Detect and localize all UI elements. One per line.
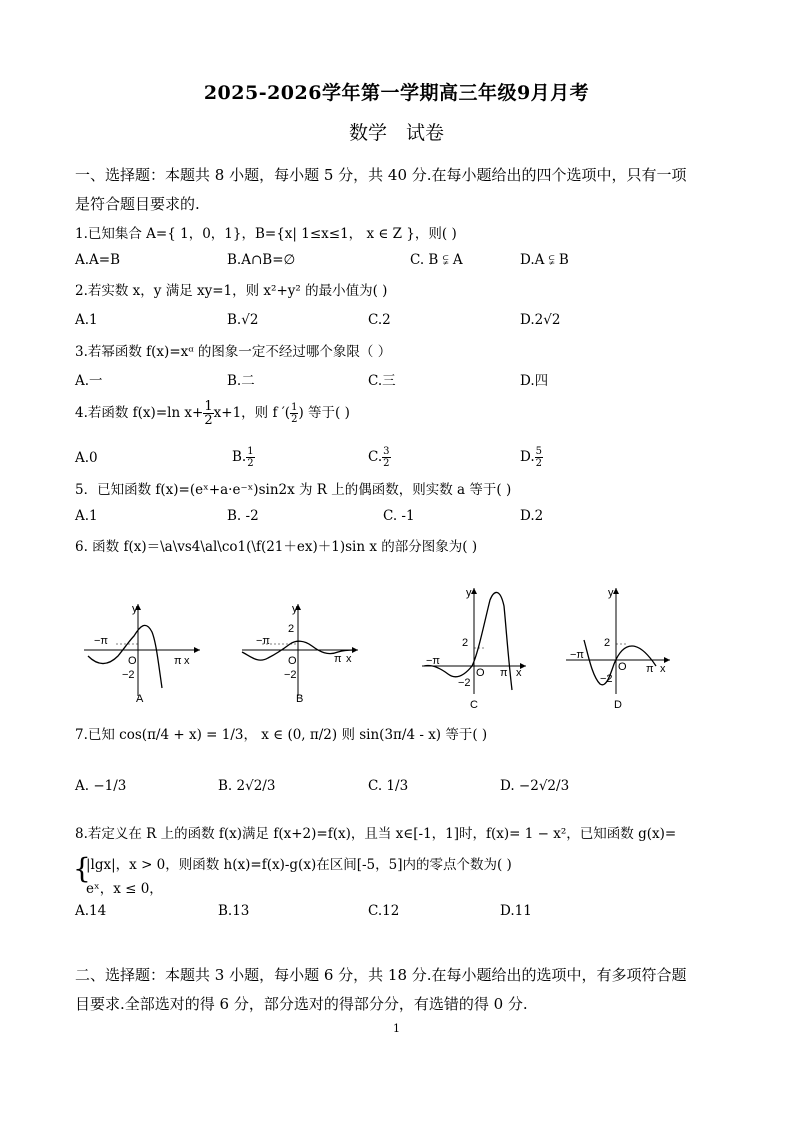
q3-option-b: B.二 bbox=[227, 373, 255, 389]
q8-line2: |lgx|，x > 0，则函数 h(x)=f(x)-g(x)在区间[-5，5]内的零点个数为( ) bbox=[86, 857, 512, 873]
graph-a-pi: π bbox=[174, 655, 182, 667]
graph-b bbox=[238, 598, 368, 708]
graph-b-label: B bbox=[296, 693, 304, 705]
graph-c-ytick-2: 2 bbox=[462, 637, 469, 649]
q5-option-c: C. -1 bbox=[383, 508, 415, 524]
graph-c-ytick-m2: −2 bbox=[458, 677, 471, 689]
q4-stem bbox=[75, 400, 350, 427]
q7-option-a: A. −1/3 bbox=[75, 778, 127, 794]
q4-c-fraction bbox=[382, 446, 390, 469]
q1-option-c: C. B ⫋ A bbox=[410, 252, 463, 268]
graph-a-x-arrow bbox=[194, 647, 200, 653]
q4-option-d bbox=[520, 446, 543, 469]
q4-b-pre: B. bbox=[232, 449, 247, 465]
q4-stem-frac-num: 1 bbox=[204, 399, 213, 414]
q4-stem-mid: x+1，则 f ′( bbox=[213, 405, 291, 421]
graph-d-y-label: y bbox=[608, 587, 614, 599]
graph-c-pi: π bbox=[500, 667, 508, 679]
graph-a-ytick-m2: −2 bbox=[122, 669, 135, 681]
q4-d-pre: D. bbox=[520, 449, 535, 465]
section2-heading-line1: 二、选择题：本题共 3 小题，每小题 6 分，共 18 分.在每小题给出的选项中，有多项符合题 bbox=[75, 966, 687, 984]
graph-c-x-label: x bbox=[516, 667, 522, 679]
q4-c-num: 3 bbox=[383, 446, 390, 457]
q4-d-num: 5 bbox=[535, 446, 543, 457]
q4-c-pre: C. bbox=[368, 449, 383, 465]
q3-option-c: C.三 bbox=[368, 373, 396, 389]
graph-c bbox=[418, 584, 533, 714]
graph-d-origin: O bbox=[618, 661, 627, 673]
graph-b-ytick-m2: −2 bbox=[284, 669, 297, 681]
q5-option-a: A.1 bbox=[75, 508, 98, 524]
graph-d-ytick-m2: −2 bbox=[600, 673, 613, 685]
q2-option-d: D.2√2 bbox=[520, 312, 561, 328]
q8-option-b: B.13 bbox=[218, 903, 250, 919]
graph-d-label: D bbox=[614, 699, 622, 711]
graph-d-ytick-2: 2 bbox=[604, 637, 611, 649]
graph-c-y-label: y bbox=[466, 587, 472, 599]
q4-arg-num: 1 bbox=[291, 402, 298, 413]
section2-heading-line2: 目要求.全部选对的得 6 分，部分选对的得部分分，有选错的得 0 分. bbox=[75, 995, 528, 1013]
page-title: 2025-2026学年第一学期高三年级9月月考 bbox=[203, 82, 590, 104]
graph-d bbox=[562, 584, 677, 714]
q4-option-c bbox=[368, 446, 391, 469]
q8-option-c: C.12 bbox=[368, 903, 400, 919]
q4-stem-pre: 4.若函数 f(x)=ln x+ bbox=[75, 405, 204, 421]
q7-stem-pre: 7.已知 cos( bbox=[75, 727, 148, 743]
graph-b-neg-pi: −π bbox=[256, 635, 271, 647]
q8-line1: 8.若定义在 R 上的函数 f(x)满足 f(x+2)=f(x)，且当 x∈[-1，1]时，f(x)= 1 − x²，已知函数 g(x)= bbox=[75, 826, 677, 842]
graph-a-label: A bbox=[136, 693, 144, 705]
graph-d-x-label: x bbox=[660, 663, 666, 675]
q2-option-a: A.1 bbox=[75, 312, 98, 328]
q4-b-fraction bbox=[246, 446, 254, 469]
section1-heading-line1: 一、选择题：本题共 8 小题，每小题 5 分，共 40 分.在每小题给出的四个选项中，只有一项 bbox=[75, 166, 687, 184]
q1-stem: 1.已知集合 A={ 1，0，1}，B={x| 1≤x≤1， x ∈ Z }，则( ) bbox=[75, 226, 457, 242]
q2-option-c: C.2 bbox=[368, 312, 391, 328]
q7-stem-mid: π/4 + x) = 1/3， x ∈ (0, π/2) 则 sin(3π/4 - x) 等于( ) bbox=[147, 727, 488, 743]
graph-d-y-arrow bbox=[613, 588, 619, 594]
q5-stem: 5．已知函数 f(x)=(eˣ+a·e⁻ˣ)sin2x 为 R 上的偶函数，则实数 a 等于( ) bbox=[75, 482, 512, 498]
graph-c-y-arrow bbox=[471, 588, 477, 594]
q4-stem-post: ) 等于( ) bbox=[298, 405, 350, 421]
q5-option-d: D.2 bbox=[520, 508, 544, 524]
graph-c-neg-pi: −π bbox=[426, 655, 441, 667]
q8-line3: eˣ，x ≤ 0， bbox=[86, 881, 163, 897]
q4-option-b bbox=[232, 446, 255, 469]
page-subtitle: 数学 试卷 bbox=[348, 122, 444, 144]
page-number: 1 bbox=[393, 1022, 400, 1035]
q5-option-b: B. -2 bbox=[227, 508, 259, 524]
q4-stem-fraction bbox=[203, 400, 213, 427]
graph-b-pi: π bbox=[334, 653, 342, 665]
q4-d-den: 2 bbox=[535, 458, 543, 469]
graph-a-origin: O bbox=[128, 655, 137, 667]
q4-d-fraction bbox=[535, 446, 543, 469]
graph-b-y-label: y bbox=[292, 603, 298, 615]
graph-a-neg-pi: −π bbox=[94, 635, 109, 647]
q8-brace: { bbox=[73, 852, 91, 885]
q3-option-a: A.一 bbox=[75, 373, 103, 389]
q2-stem: 2.若实数 x，y 满足 xy=1，则 x²+y² 的最小值为( ) bbox=[75, 283, 388, 299]
graph-d-pi: π bbox=[646, 663, 654, 675]
q4-option-a: A.0 bbox=[75, 450, 98, 466]
q1-option-b: B.A∩B=∅ bbox=[227, 252, 296, 268]
q4-stem-frac-den: 2 bbox=[204, 413, 213, 428]
q7-option-c: C. 1/3 bbox=[368, 778, 409, 794]
section1-heading-line2: 是符合题目要求的. bbox=[75, 195, 200, 213]
graph-d-neg-pi: −π bbox=[570, 649, 585, 661]
graph-c-origin: O bbox=[476, 667, 485, 679]
q7-option-d: D. −2√2/3 bbox=[500, 778, 570, 794]
q8-option-d: D.11 bbox=[500, 903, 532, 919]
q2-option-b: B.√2 bbox=[227, 312, 259, 328]
graph-a-x-label: x bbox=[184, 655, 190, 667]
q1-option-d: D.A ⫋ B bbox=[520, 252, 569, 268]
q7-option-b: B. 2√2/3 bbox=[218, 778, 276, 794]
q4-arg-den: 2 bbox=[291, 414, 298, 425]
q4-b-den: 2 bbox=[247, 458, 254, 469]
q1-option-a: A.A=B bbox=[75, 252, 121, 268]
q3-option-d: D.四 bbox=[520, 373, 549, 389]
graph-a bbox=[80, 598, 210, 708]
graph-c-label: C bbox=[470, 699, 478, 711]
q4-b-num: 1 bbox=[247, 446, 254, 457]
graph-b-x-label: x bbox=[346, 653, 352, 665]
q6-stem: 6. 函数 f(x)＝\a\vs4\al\co1(\f(21＋ex)＋1)sin x 的部分图象为( ) bbox=[75, 539, 478, 555]
q3-stem: 3.若幂函数 f(x)=xᵅ 的图象一定不经过哪个象限（ ） bbox=[75, 344, 392, 360]
q4-c-den: 2 bbox=[383, 458, 390, 469]
q8-option-a: A.14 bbox=[75, 903, 107, 919]
graph-b-ytick-2: 2 bbox=[288, 623, 295, 635]
graph-a-y-label: y bbox=[132, 603, 138, 615]
graph-b-origin: O bbox=[288, 655, 297, 667]
q7-stem bbox=[75, 723, 487, 743]
